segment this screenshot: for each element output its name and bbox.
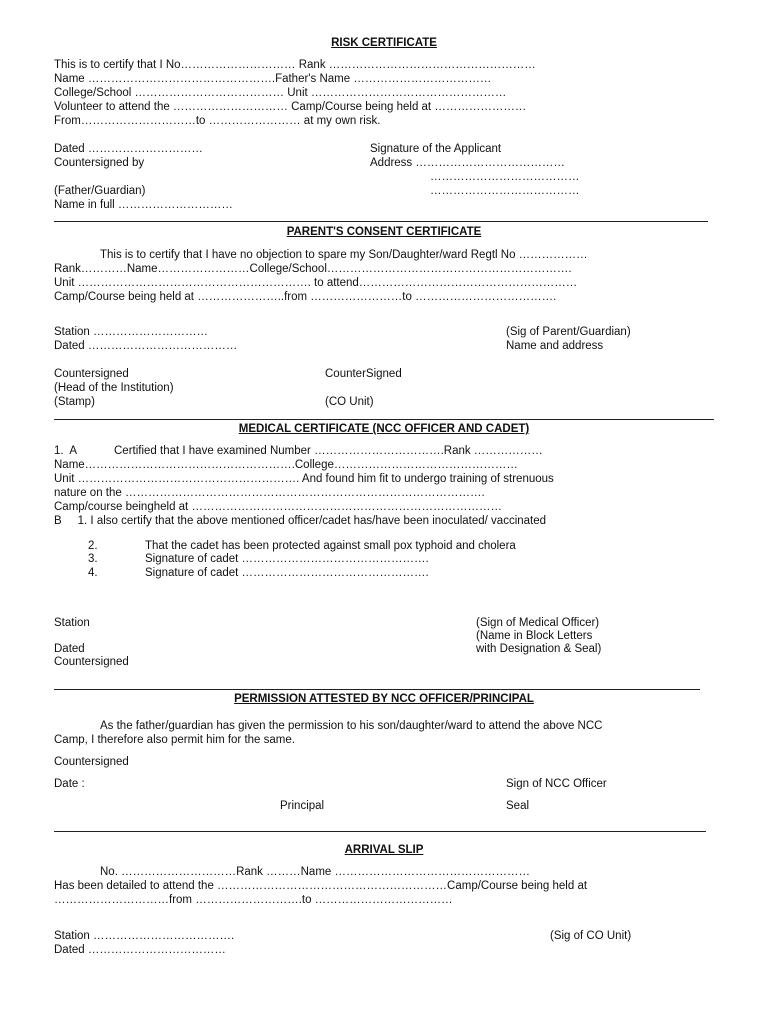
arrival-station: Station ………………………………. (54, 930, 235, 942)
divider (54, 689, 700, 690)
divider (54, 419, 714, 420)
permission-seal: Seal (506, 800, 530, 812)
arrival-slip-title: ARRIVAL SLIP (344, 844, 424, 856)
divider (54, 831, 706, 832)
medical-item-3-number: 3. (88, 553, 98, 565)
arrival-slip-section (0, 843, 768, 857)
parent-countersigned: Countersigned (54, 368, 129, 380)
parent-dated: Dated ………………………………… (54, 340, 238, 352)
medical-item-4-number: 4. (88, 567, 98, 579)
medical-item-2: That the cadet has been protected against small pox typhoid and cholera (145, 540, 516, 552)
risk-address-line-3: ………………………………… (430, 185, 580, 197)
medical-line-5: Camp/course beingheld at ……………………………………………………………………… (54, 501, 502, 513)
risk-name-in-full: Name in full ………………………… (54, 199, 233, 211)
arrival-line-2: Has been detailed to attend the ……………………………………………………Camp/Course being held at (54, 880, 588, 892)
risk-line-4: Volunteer to attend the ………………………… Camp/Course being held at …………………… (54, 101, 527, 113)
medical-item-4: Signature of cadet …………………………………………. (145, 567, 429, 579)
parent-consent-title: PARENT'S CONSENT CERTIFICATE (286, 226, 482, 238)
medical-line-3: Unit …………………………………………………. And found him fit to undergo training of strenuous (54, 473, 554, 485)
parent-line-1: This is to certify that I have no objection to spare my Son/Daughter/ward Regtl No ……………… (100, 249, 588, 261)
risk-signature-applicant: Signature of the Applicant (370, 143, 502, 155)
permission-countersigned: Countersigned (54, 756, 129, 768)
permission-line-2: Camp, I therefore also permit him for the same. (54, 734, 295, 746)
medical-dated: Dated (54, 643, 85, 655)
divider (54, 221, 708, 222)
medical-station: Station (54, 617, 90, 629)
risk-certificate-title: RISK CERTIFICATE (331, 37, 437, 49)
parent-signature: (Sig of Parent/Guardian) (506, 326, 631, 338)
parent-co-unit: (CO Unit) (325, 396, 374, 408)
medical-line-1: Certified that I have examined Number …………………………….Rank ……………… (114, 445, 543, 457)
risk-father-guardian: (Father/Guardian) (54, 185, 146, 197)
risk-line-5: From…………………………to …………………… at my own risk. (54, 115, 381, 127)
medical-line-4: nature on the …………………………………………………………………………………. (54, 487, 485, 499)
arrival-dated: Dated ……………………………… (54, 944, 226, 956)
medical-officer-signature: (Sign of Medical Officer) (476, 617, 600, 629)
risk-line-3: College/School ………………………………… Unit …………………………………………… (54, 87, 507, 99)
medical-designation-seal: with Designation & Seal) (476, 643, 602, 655)
arrival-line-3: …………………………from ……………………….to ……………………………… (54, 894, 453, 906)
medical-block-letters: (Name in Block Letters (476, 630, 593, 642)
medical-item-2-number: 2. (88, 540, 98, 552)
risk-line-2: Name ………………………………………….Father's Name ……………………………… (54, 73, 492, 85)
arrival-line-1: No. …………………………Rank ………Name …………………………………………… (100, 866, 531, 878)
medical-certificate-section (0, 422, 768, 436)
medical-certificate-title: MEDICAL CERTIFICATE (NCC OFFICER AND CADET) (238, 423, 530, 435)
medical-countersigned: Countersigned (54, 656, 129, 668)
medical-line-2: Name……………………………………………….College………………………………………… (54, 459, 518, 471)
parent-consent-section (0, 225, 768, 239)
parent-line-3: Unit ……………………………………………………. to attend………………………………………………… (54, 277, 578, 289)
risk-dated: Dated ………………………… (54, 143, 203, 155)
medical-item-1a-number: 1. A (54, 445, 78, 457)
parent-head-institution: (Head of the Institution) (54, 382, 174, 394)
permission-section (0, 692, 768, 706)
parent-countersigned-co: CounterSigned (325, 368, 402, 380)
permission-date: Date : (54, 778, 85, 790)
medical-item-b: B 1. I also certify that the above mentioned officer/cadet has/have been inoculated/ vaccinated (54, 515, 547, 527)
risk-countersigned: Countersigned by (54, 157, 145, 169)
parent-line-2: Rank…………Name……………………College/School………………………………………………………. (54, 263, 572, 275)
permission-principal: Principal (280, 800, 325, 812)
risk-certificate-section (0, 36, 768, 50)
risk-address: Address ………………………………… (370, 157, 565, 169)
parent-name-address: Name and address (506, 340, 604, 352)
parent-station: Station ………………………… (54, 326, 208, 338)
risk-line-1: This is to certify that I No………………………… Rank ……………………………………………… (54, 59, 536, 71)
risk-address-line-2: ………………………………… (430, 171, 580, 183)
medical-item-3: Signature of cadet …………………………………………. (145, 553, 429, 565)
permission-ncc-signature: Sign of NCC Officer (506, 778, 607, 790)
permission-line-1: As the father/guardian has given the permission to his son/daughter/ward to attend the above NCC (100, 720, 603, 732)
parent-line-4: Camp/Course being held at …………………..from ……………………to ………………………………. (54, 291, 557, 303)
arrival-co-signature: (Sig of CO Unit) (550, 930, 632, 942)
permission-title: PERMISSION ATTESTED BY NCC OFFICER/PRINCIPAL (234, 693, 534, 705)
parent-stamp: (Stamp) (54, 396, 95, 408)
